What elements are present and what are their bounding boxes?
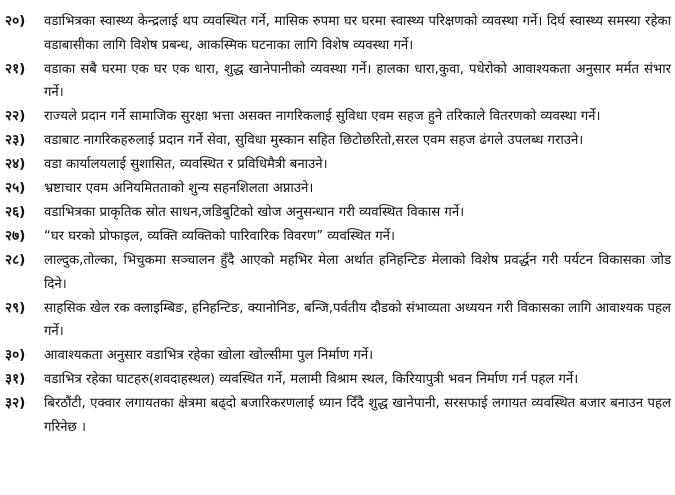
list-item-text: वडाभित्रका प्राकृतिक स्रोत साधन,जडिबुटिको खोज अनुसन्धान गरी व्यवस्थित विकास गर्ने।: [44, 205, 465, 220]
numbered-list: [0, 10, 675, 440]
list-item-text: वडाभित्र रहेका घाटहरु(शवदाहस्थल) व्यवस्थित गर्ने, मलामी विश्राम स्थल, किरियापुत्री भवन निर्माण गर्न पहल गर्ने।: [44, 372, 579, 387]
list-item-number: २३): [5, 132, 26, 148]
list-item-text: वडाका सबै घरमा एक घर एक धारा, शुद्ध खानेपानीको व्यवस्था गर्ने। हालका धारा,कुवा, पधेरोको आवाश्यकता अनुसार मर्मत संभार गर्ने।: [44, 61, 671, 100]
list-item: [0, 392, 675, 439]
list-item-text: वडाबाट नागरिकहरुलाई प्रदान गर्ने सेवा, सुविधा मुस्कान सहित छिटोछरितो,सरल एवम सहज ढंगले उपलब्ध गराउने।: [44, 133, 584, 148]
list-item-text: वडाभित्रका स्वास्थ्य केन्द्रलाई थप व्यवस्थित गर्ने, मासिक रुपमा घर घरमा स्वास्थ्य परिक्षणको व्यवस्था गर्ने। दिर्घ स्वास्थ्य समस्या रहेका वडाबासीका लागि विशेष प्रबन्ध, आकस्मिक घटनाका लागि विशेष व्यवस्था गर्ने।: [44, 14, 671, 53]
list-item-number: २६): [5, 204, 26, 220]
list-item: [0, 105, 675, 129]
list-item: [0, 297, 675, 344]
list-item-number: २७): [5, 228, 26, 244]
list-item-text: बिरठौंटी, एक्वार लगायतका क्षेत्रमा बढ्दो बजारिकरणलाई ध्यान दिँदै शुद्ध खानेपानी, सरसफाई लगायत व्यवस्थित बजार बनाउन पहल गरिनेछ ।: [44, 396, 671, 435]
list-item: [0, 225, 675, 249]
list-item-text: “घर घरको प्रोफाइल, व्यक्ति व्यक्तिको पारिवारिक विवरण” व्यवस्थित गर्ने।: [44, 229, 395, 244]
list-item-text: राज्यले प्रदान गर्ने सामाजिक सुरक्षा भत्ता असक्त नागरिकलाई सुविधा एवम सहज हुने तरिकाले वितरणको व्यवस्था गर्ने।: [44, 109, 601, 124]
list-item-number: २८): [5, 252, 26, 268]
list-item: [0, 177, 675, 201]
list-item-number: २४): [5, 156, 26, 172]
list-item-text: लाल्दुक,तोल्का, भिचुकमा सञ्चालन हुँदै आएको महभिर मेला अर्थात हनिहन्टिङ मेलाको विशेष प्रवर्द्धन गरी पर्यटन विकासका जोड दिने।: [44, 253, 671, 292]
list-item-number: २२): [5, 108, 26, 124]
list-item-number: २०): [5, 13, 26, 29]
list-item-number: २१): [5, 60, 26, 77]
list-item: [0, 58, 675, 105]
list-item-number: २९): [5, 299, 26, 316]
list-item: [0, 10, 675, 57]
list-item-text: वडा कार्यालयलाई सुशासित, व्यवस्थित र प्रविधिमैत्री बनाउने।: [44, 157, 328, 172]
list-item: [0, 129, 675, 153]
list-item-number: ३२): [5, 395, 26, 411]
list-item: [0, 368, 675, 392]
list-item: [0, 344, 675, 368]
list-item: [0, 201, 675, 225]
list-item: [0, 249, 675, 296]
list-item-number: ३१): [5, 371, 26, 387]
list-item-text: आवाश्यकता अनुसार वडाभित्र रहेका खोला खोल्सीमा पुल निर्माण गर्ने।: [44, 348, 374, 363]
list-item-number: २५): [5, 180, 26, 196]
list-item-number: ३०): [5, 347, 26, 363]
list-item-text: साहसिक खेल रक क्लाइम्बिङ, हनिहन्टिङ, क्यानोनिङ, बन्जि,पर्वतीय दौडको संभाव्यता अध्ययन गरी विकासका लागि आवाश्यक पहल गर्ने।: [44, 300, 671, 339]
list-item-text: भ्रष्टाचार एवम अनियमितताको शुन्य सहनशिलता अप्नाउने।: [44, 181, 314, 196]
list-item: [0, 153, 675, 177]
